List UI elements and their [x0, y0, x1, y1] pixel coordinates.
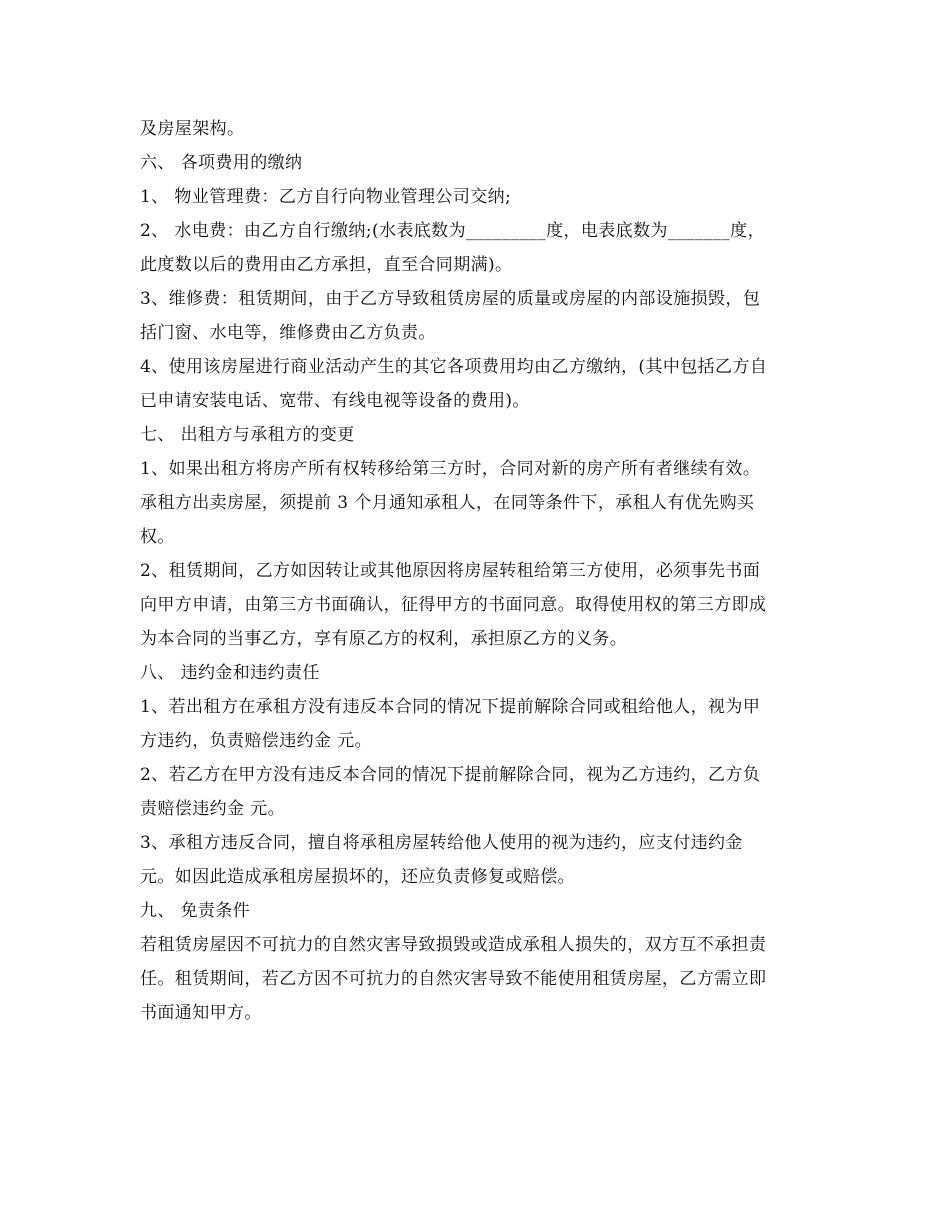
text-line: 方违约，负责赔偿违约金 元。	[140, 731, 373, 751]
section-heading-fees: 六、 各项费用的缴纳	[140, 153, 303, 173]
text-line: 1、如果出租方将房产所有权转移给第三方时，合同对新的房产所有者继续有效。	[140, 459, 761, 479]
text-line: 括门窗、水电等，维修费由乙方负责。	[140, 323, 436, 343]
text-line: 此度数以后的费用由乙方承担，直至合同期满)。	[140, 255, 513, 275]
text-line: 3、维修费：租赁期间，由于乙方导致租赁房屋的质量或房屋的内部设施损毁，包	[140, 289, 761, 309]
text-line: 1、若出租方在承租方没有违反本合同的情况下提前解除合同或租给他人，视为甲	[140, 697, 761, 717]
text-line: 书面通知甲方。	[140, 1003, 262, 1023]
text-line: 及房屋架构。	[140, 119, 245, 139]
text-line: 向甲方申请，由第三方书面确认，征得甲方的书面同意。取得使用权的第三方即成	[140, 595, 767, 615]
text-line: 元。如因此造成承租房屋损坏的，还应负责修复或赔偿。	[140, 867, 575, 887]
text-line: 3、承租方违反合同，擅自将承租房屋转给他人使用的视为违约，应支付违约金	[140, 833, 743, 853]
text-line: 责赔偿违约金 元。	[140, 799, 286, 819]
text-line: 2、租赁期间，乙方如因转让或其他原因将房屋转租给第三方使用，必须事先书面	[140, 561, 761, 581]
text-line: 若租赁房屋因不可抗力的自然灾害导致损毁或造成承租人损失的，双方互不承担责	[140, 935, 767, 955]
text-line: 权。	[140, 527, 175, 547]
text-line: 1、 物业管理费：乙方自行向物业管理公司交纳;	[140, 187, 512, 207]
text-line: 已申请安装电话、宽带、有线电视等设备的费用)。	[140, 391, 530, 411]
section-heading-breach: 八、 违约金和违约责任	[140, 663, 320, 683]
text-line: 2、若乙方在甲方没有违反本合同的情况下提前解除合同，视为乙方违约，乙方负	[140, 765, 761, 785]
text-line: 2、 水电费：由乙方自行缴纳;(水表底数为_________度，电表底数为_______度，	[140, 221, 765, 241]
document-page	[140, 112, 820, 1030]
section-heading-exemption: 九、 免责条件	[140, 901, 251, 921]
section-heading-change: 七、 出租方与承租方的变更	[140, 425, 355, 445]
text-line: 为本合同的当事乙方，享有原乙方的权利，承担原乙方的义务。	[140, 629, 628, 649]
text-line: 4、使用该房屋进行商业活动产生的其它各项费用均由乙方缴纳，(其中包括乙方自	[140, 357, 768, 377]
text-line: 承租方出卖房屋，须提前 3 个月通知承租人，在同等条件下，承租人有优先购买	[140, 493, 755, 513]
text-line: 任。租赁期间，若乙方因不可抗力的自然灾害导致不能使用租赁房屋，乙方需立即	[140, 969, 767, 989]
